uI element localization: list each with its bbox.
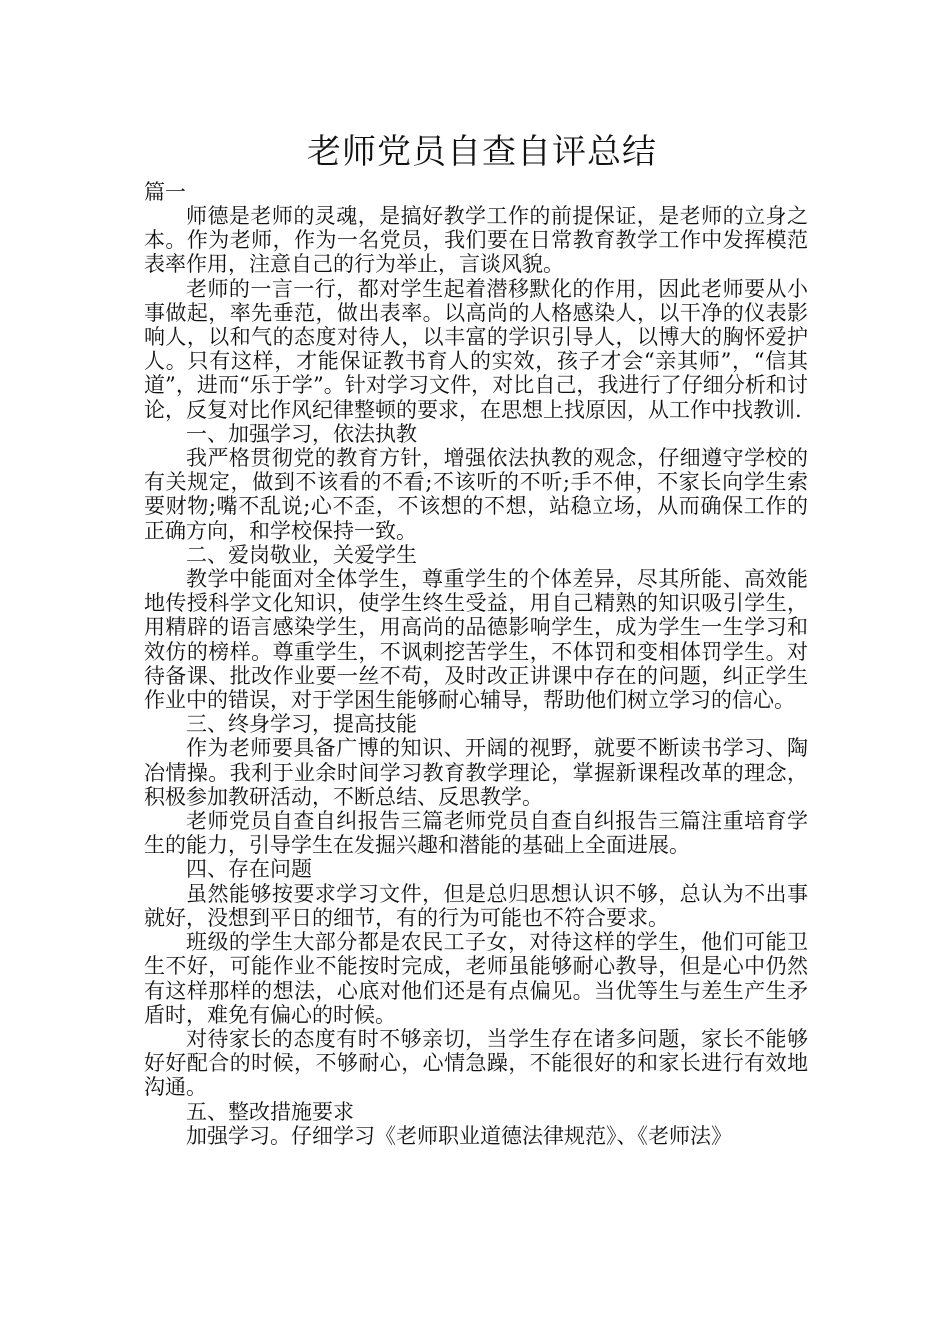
- paragraph: 师德是老师的灵魂，是搞好教学工作的前提保证，是老师的立身之本。作为老师，作为一名党员，我们要在日常教育教学工作中发挥模范表率作用，注意自己的行为举止，言谈风貌。: [144, 204, 808, 277]
- section-heading: 一、加强学习，依法执教: [186, 421, 417, 446]
- document-page: [144, 128, 808, 1148]
- document-title: 老师党员自查自评总结: [307, 132, 657, 172]
- section-heading: 三、终身学习，提高技能: [186, 712, 417, 737]
- section-heading: 四、存在问题: [186, 857, 312, 882]
- section-label: 篇一: [144, 180, 186, 204]
- paragraph: 班级的学生大部分都是农民工子女，对待这样的学生，他们可能卫生不好，可能作业不能按时完成，老师虽能够耐心教导，但是心中仍然有这样那样的想法，心底对他们还是有点偏见。当优等生与差生产生矛盾时，难免有偏心的时候。: [144, 930, 808, 1027]
- paragraph: 我严格贯彻党的教育方针，增强依法执教的观念，仔细遵守学校的有关规定，做到不该看的不看;不该听的不听;手不伸，不家长向学生索要财物;嘴不乱说;心不歪，不该想的不想，站稳立场，从而确保工作的正确方向，和学校保持一致。: [144, 446, 808, 543]
- paragraph: 老师的一言一行，都对学生起着潜移默化的作用，因此老师要从小事做起，率先垂范，做出表率。以高尚的人格感染人，以干净的仪表影响人，以和气的态度对待人，以丰富的学识引导人，以博大的胸怀爱护人。只有这样，才能保证教书育人的实效，孩子才会“亲其师”，“信其道”，进而“乐于学”。针对学习文件，对比自己，我进行了仔细分析和讨论，反复对比作风纪律整顿的要求，在思想上找原因，从工作中找教训.: [144, 276, 808, 422]
- document-body: [144, 204, 808, 1148]
- section-heading: 五、整改措施要求: [186, 1099, 354, 1124]
- paragraph: 加强学习。仔细学习《老师职业道德法律规范》、《老师法》: [186, 1123, 732, 1148]
- paragraph: 虽然能够按要求学习文件，但是总归思想认识不够，总认为不出事就好，没想到平日的细节，有的行为可能也不符合要求。: [144, 881, 808, 930]
- section-heading: 二、爱岗敬业，关爱学生: [186, 542, 417, 567]
- paragraph: 对待家长的态度有时不够亲切，当学生存在诸多问题，家长不能够好好配合的时候，不够耐心，心情急躁，不能很好的和家长进行有效地沟通。: [144, 1026, 808, 1100]
- paragraph: 教学中能面对全体学生，尊重学生的个体差异，尽其所能、高效能地传授科学文化知识，使学生终生受益，用自己精熟的知识吸引学生，用精辟的语言感染学生，用高尚的品德影响学生，成为学生一生学习和效仿的榜样。尊重学生，不讽刺挖苦学生，不体罚和变相体罚学生。对待备课、批改作业要一丝不苟，及时改正讲课中存在的问题，纠正学生作业中的错误，对于学困生能够耐心辅导，帮助他们树立学习的信心。: [144, 567, 808, 713]
- paragraph: 作为老师要具备广博的知识、开阔的视野，就要不断读书学习、陶冶情操。我利于业余时间学习教育教学理论，掌握新课程改革的理念，积极参加教研活动，不断总结、反思教学。: [144, 736, 808, 809]
- paragraph: 老师党员自查自纠报告三篇老师党员自查自纠报告三篇注重培育学生的能力，引导学生在发掘兴趣和潜能的基础上全面进展。: [144, 809, 808, 858]
